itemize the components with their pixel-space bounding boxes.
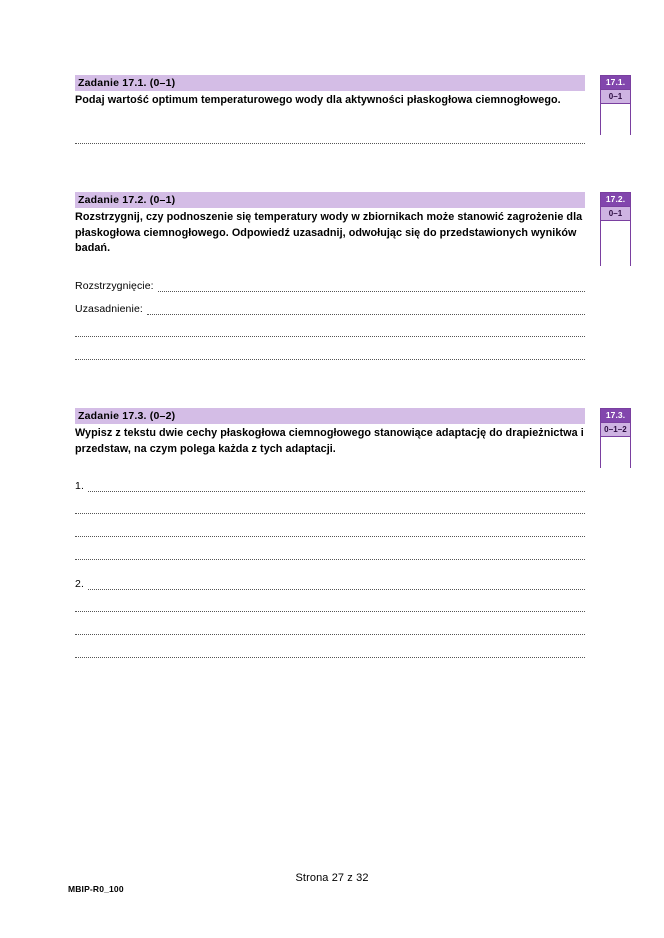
answer-line-rozstrzygniecie[interactable] (75, 269, 585, 292)
answer-line-uzasadnienie[interactable] (75, 292, 585, 315)
answer-line-label: 2. (75, 578, 84, 590)
answer-line[interactable] (75, 590, 585, 613)
task-header-17-2: Zadanie 17.2. (0–1) (75, 192, 585, 208)
score-box-number: 17.3. (601, 409, 630, 422)
footer-sheet-code: MBIP-R0_100 (68, 884, 124, 894)
score-box-range: 0–1–2 (601, 422, 630, 437)
task-block-17-2 (75, 192, 585, 361)
task-block-17-3 (75, 408, 585, 659)
task-header-17-3: Zadanie 17.3. (0–2) (75, 408, 585, 424)
answer-line-label: Uzasadnienie: (75, 302, 143, 315)
task-header-17-1: Zadanie 17.1. (0–1) (75, 75, 585, 91)
answer-line-dots[interactable] (158, 280, 585, 292)
answer-line-label: 1. (75, 480, 84, 492)
answer-line-item-2[interactable] (75, 567, 585, 590)
answer-line[interactable] (75, 338, 585, 361)
answer-line-dots[interactable] (147, 303, 585, 315)
answer-line-label: Rozstrzygnięcie: (75, 279, 154, 292)
score-box-entry[interactable] (601, 104, 630, 136)
score-box-range: 0–1 (601, 89, 630, 104)
score-box-17-2 (600, 192, 631, 266)
score-box-17-1 (600, 75, 631, 135)
score-box-17-3 (600, 408, 631, 468)
task-body-17-2: Rozstrzygnij, czy podnoszenie się temperatury wody w zbiornikach może stanowić zagrożenie dla płaskogłowa ciemnogłowego. Odpowiedź uzasadnij, odwołując się do przedstawionych wyników badań. (75, 211, 583, 254)
answer-line[interactable] (75, 492, 585, 515)
answer-line-dots[interactable] (88, 578, 585, 590)
answer-line[interactable] (75, 122, 585, 145)
score-box-entry[interactable] (601, 221, 630, 267)
answer-line[interactable] (75, 538, 585, 561)
answer-line-dots[interactable] (88, 480, 585, 492)
score-box-entry[interactable] (601, 437, 630, 469)
answer-line[interactable] (75, 515, 585, 538)
answer-line[interactable] (75, 315, 585, 338)
score-box-number: 17.1. (601, 76, 630, 89)
footer-page-number: Strona 27 z 32 (295, 872, 369, 884)
task-body-17-1: Podaj wartość optimum temperaturowego wody dla aktywności płaskogłowa ciemnogłowego. (75, 94, 561, 106)
task-block-17-1 (75, 75, 585, 145)
answer-line-item-1[interactable] (75, 469, 585, 492)
score-box-range: 0–1 (601, 206, 630, 221)
score-box-number: 17.2. (601, 193, 630, 206)
answer-line[interactable] (75, 613, 585, 636)
task-body-17-3: Wypisz z tekstu dwie cechy płaskogłowa ciemnogłowego stanowiące adaptację do drapieżnictwa i przedstaw, na czym polega każda z tych adaptacji. (75, 427, 584, 455)
answer-line[interactable] (75, 636, 585, 659)
